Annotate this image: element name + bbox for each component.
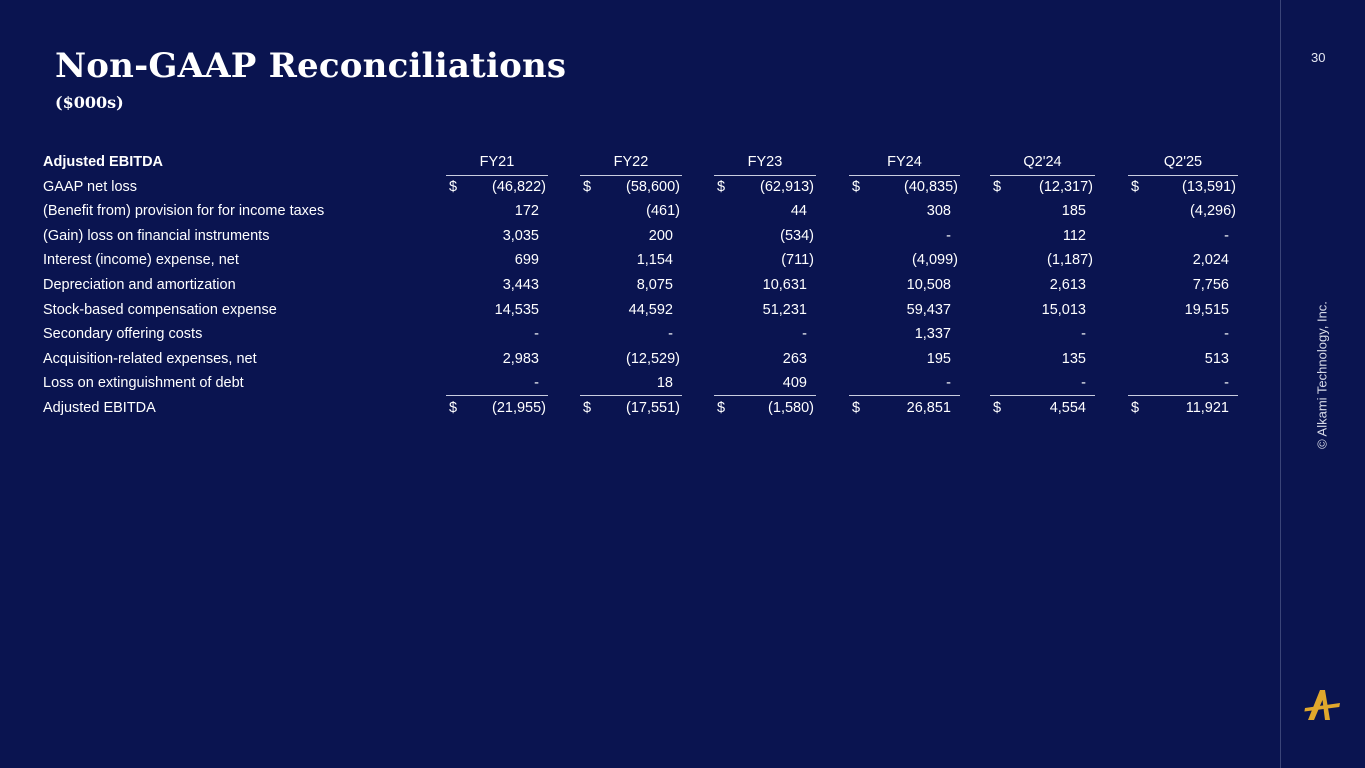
- table-cell: -: [1224, 326, 1229, 343]
- table-row: [43, 396, 1243, 420]
- table-row: [43, 199, 1243, 223]
- table-cell: (534): [780, 227, 814, 244]
- table-cell: 19,515: [1184, 301, 1229, 318]
- table-row: [43, 298, 1243, 322]
- table-cell: 200: [648, 227, 673, 244]
- page-number: 30: [1311, 50, 1326, 65]
- column-header: FY24: [887, 154, 922, 170]
- table-cell: (711): [781, 252, 814, 269]
- row-label: (Gain) loss on financial instruments: [43, 227, 270, 244]
- row-label: GAAP net loss: [43, 178, 138, 195]
- table-cell: 26,851: [906, 400, 951, 416]
- table-cell: 2,983: [502, 350, 539, 367]
- table-cell: -: [802, 326, 807, 343]
- table-cell: 59,437: [906, 301, 951, 318]
- table-cell: 15,013: [1041, 301, 1086, 318]
- table-cell: 11,921: [1185, 400, 1229, 416]
- currency-symbol: $: [717, 400, 726, 416]
- table-cell: 51,231: [762, 301, 807, 318]
- total-rule: [849, 395, 960, 396]
- table-cell: 1,337: [914, 326, 951, 343]
- alkami-a-logo-icon: [1302, 686, 1342, 722]
- table-cell: 4,554: [1049, 400, 1086, 416]
- table-cell: (13,591): [1181, 178, 1236, 195]
- table-cell: 2,024: [1192, 252, 1229, 269]
- total-rule: [1128, 395, 1238, 396]
- table-cell: 135: [1061, 350, 1086, 367]
- column-header: FY21: [479, 154, 515, 170]
- total-rule: [990, 395, 1095, 396]
- table-row: [43, 175, 1243, 199]
- total-rule: [714, 395, 816, 396]
- currency-symbol: $: [852, 178, 861, 195]
- row-label: Depreciation and amortization: [43, 277, 236, 293]
- row-label: Loss on extinguishment of debt: [43, 375, 244, 392]
- table-cell: -: [946, 375, 951, 392]
- column-header: Q2'24: [1023, 154, 1062, 170]
- table-cell: -: [1081, 375, 1086, 392]
- slide-title: Non-GAAP Reconciliations: [55, 46, 567, 86]
- table-header-row: [43, 150, 1243, 174]
- table-cell: 172: [514, 203, 539, 220]
- table-cell: -: [1224, 227, 1229, 244]
- table-cell: 699: [514, 252, 539, 269]
- copyright-notice: © Alkami Technology, Inc.: [1314, 301, 1330, 449]
- table-row: [43, 347, 1243, 371]
- row-label: Adjusted EBITDA: [43, 400, 156, 416]
- table-cell: -: [1224, 375, 1229, 392]
- table-header-label: Adjusted EBITDA: [43, 154, 164, 170]
- table-cell: (58,600): [625, 178, 680, 195]
- table-row: [43, 322, 1243, 346]
- row-label: Stock-based compensation expense: [43, 301, 277, 318]
- table-cell: 263: [782, 350, 807, 367]
- table-cell: 112: [1062, 227, 1086, 244]
- table-row: [43, 224, 1243, 248]
- currency-symbol: $: [449, 178, 458, 195]
- table-cell: (17,551): [625, 400, 680, 416]
- table-cell: -: [946, 227, 951, 244]
- currency-symbol: $: [583, 178, 592, 195]
- currency-symbol: $: [717, 178, 726, 195]
- table-cell: (40,835): [903, 178, 958, 195]
- currency-symbol: $: [449, 400, 458, 416]
- table-cell: 44: [790, 203, 807, 220]
- row-label: Interest (income) expense, net: [43, 252, 239, 269]
- table-cell: 513: [1204, 350, 1229, 367]
- currency-symbol: $: [852, 400, 861, 416]
- table-cell: 7,756: [1192, 277, 1229, 293]
- table-cell: 18: [656, 375, 673, 392]
- currency-symbol: $: [583, 400, 592, 416]
- ebitda-reconciliation-table: [43, 150, 1243, 420]
- table-cell: (461): [646, 203, 680, 220]
- table-cell: (4,099): [912, 252, 958, 269]
- table-cell: 2,613: [1049, 277, 1086, 293]
- slide-subtitle: ($000s): [55, 93, 124, 112]
- table-cell: (62,913): [759, 178, 814, 195]
- table-row: [43, 273, 1243, 297]
- table-cell: (12,317): [1038, 178, 1093, 195]
- table-cell: 44,592: [628, 301, 673, 318]
- right-divider: [1280, 0, 1281, 768]
- column-header: FY23: [747, 154, 783, 170]
- total-rule: [580, 395, 682, 396]
- table-row: [43, 248, 1243, 272]
- table-cell: (21,955): [491, 400, 546, 416]
- table-cell: 3,035: [502, 227, 539, 244]
- table-cell: (12,529): [625, 350, 680, 367]
- table-cell: -: [534, 375, 539, 392]
- table-cell: 308: [926, 203, 951, 220]
- table-cell: (46,822): [491, 178, 546, 195]
- table-cell: 8,075: [636, 277, 673, 293]
- table-cell: 185: [1061, 203, 1086, 220]
- table-cell: 1,154: [636, 252, 673, 269]
- row-label: (Benefit from) provision for for income taxes: [43, 203, 325, 220]
- table-cell: 14,535: [494, 301, 539, 318]
- table-cell: 10,631: [762, 277, 807, 293]
- row-label: Acquisition-related expenses, net: [43, 350, 257, 367]
- currency-symbol: $: [993, 400, 1002, 416]
- currency-symbol: $: [1131, 178, 1140, 195]
- table-cell: 3,443: [502, 277, 539, 293]
- table-cell: -: [668, 326, 673, 343]
- column-header: Q2'25: [1163, 154, 1203, 170]
- column-header: FY22: [613, 154, 649, 170]
- row-label: Secondary offering costs: [43, 326, 203, 343]
- total-rule: [446, 395, 548, 396]
- table-cell: -: [534, 326, 539, 343]
- currency-symbol: $: [1131, 400, 1140, 416]
- table-cell: 409: [782, 375, 807, 392]
- table-cell: -: [1081, 326, 1086, 343]
- currency-symbol: $: [993, 178, 1002, 195]
- table-cell: (1,187): [1047, 252, 1093, 269]
- table-cell: (1,580): [768, 400, 814, 416]
- table-cell: 10,508: [906, 277, 951, 293]
- table-cell: (4,296): [1190, 203, 1236, 220]
- table-cell: 195: [926, 350, 951, 367]
- table-row: [43, 371, 1243, 395]
